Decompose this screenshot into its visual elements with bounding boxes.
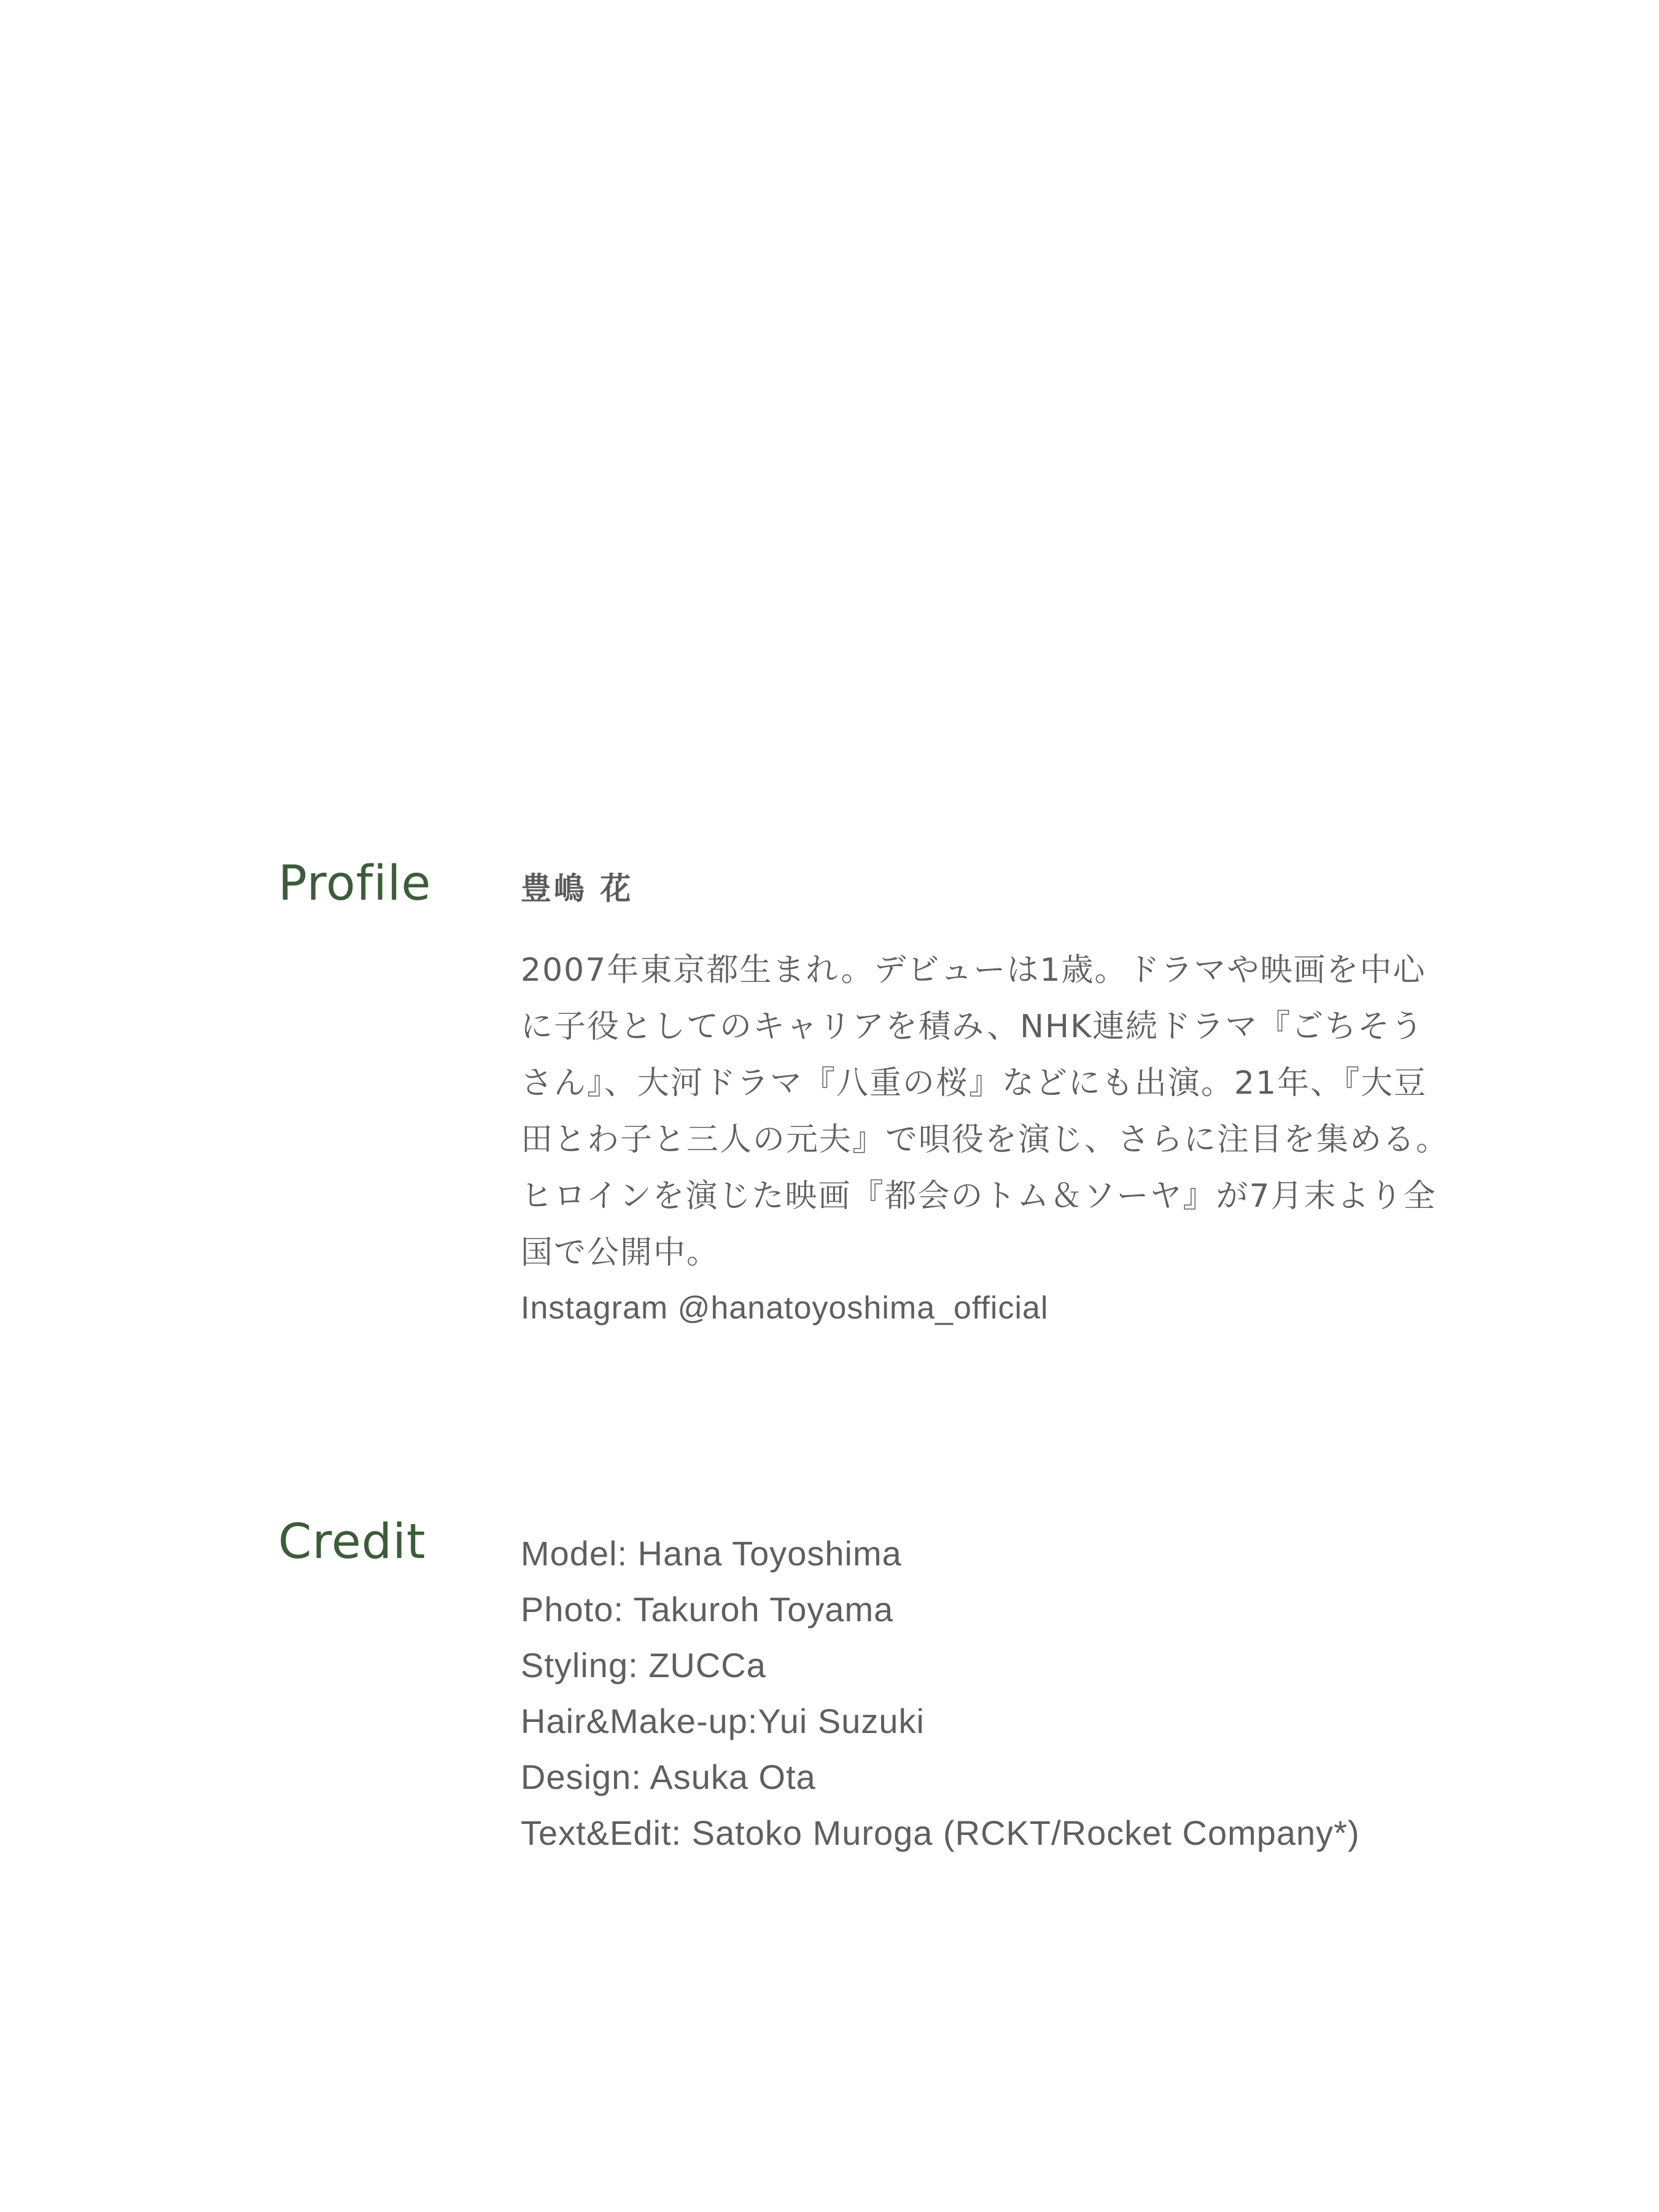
credit-item-photo: Photo: Takuroh Toyama	[521, 1590, 894, 1629]
credit-list	[521, 1525, 1360, 1861]
credit-item-design: Design: Asuka Ota	[521, 1758, 816, 1796]
profile-instagram: Instagram @hanatoyoshima_official	[521, 1290, 1049, 1326]
profile-heading: Profile	[278, 856, 432, 911]
credit-item-hair-makeup: Hair&Make-up:Yui Suzuki	[521, 1702, 925, 1740]
credit-item-model: Model: Hana Toyoshima	[521, 1534, 902, 1573]
profile-bio: 2007年東京都生まれ。デビューは1歳。ドラマや映画を中心に子役としてのキャリアを積み、NHK連続ドラマ『ごちそうさん』、大河ドラマ『八重の桜』などにも出演。21年、『大豆田とわ子と三人の元夫』で唄役を演じ、さらに注目を集める。ヒロインを演じた映画『都会のトム＆ソーヤ』が7月末より全国で公開中。	[521, 952, 1450, 1271]
profile-name: 豊嶋 花	[521, 871, 634, 906]
credit-item-styling: Styling: ZUCCa	[521, 1646, 766, 1684]
credit-heading: Credit	[278, 1514, 426, 1570]
credit-item-text-edit: Text&Edit: Satoko Muroga (RCKT/Rocket Company*)	[521, 1813, 1360, 1852]
